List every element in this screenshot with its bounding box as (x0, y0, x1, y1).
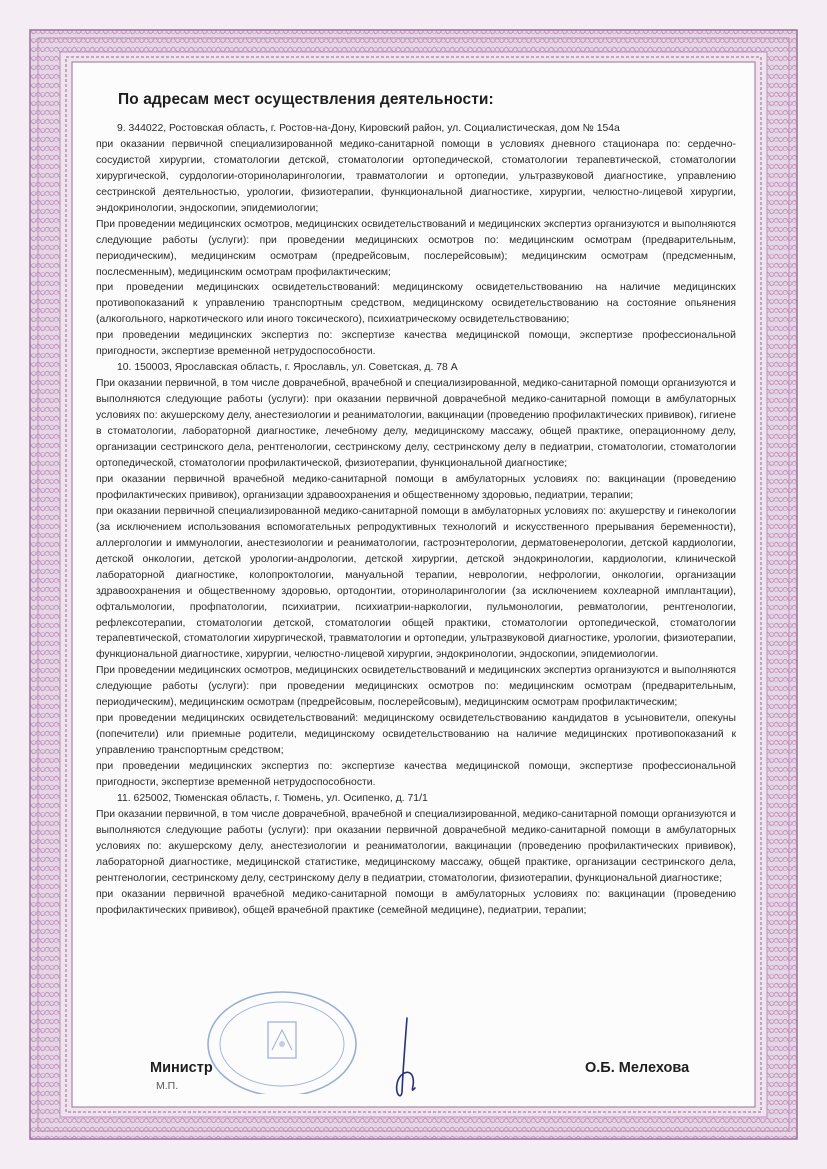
paragraph: при проведении медицинских экспертиз по: экспертизе качества медицинской помощи, экспертизе профессиональной пригодности, экспертизе временной нетрудоспособности. (96, 330, 736, 358)
address-line: 10. 150003, Ярославская область, г. Ярославль, ул. Советская, д. 78 А (117, 362, 458, 374)
address-line: 9. 344022, Ростовская область, г. Ростов-на-Дону, Кировский район, ул. Социалистическая, дом № 154а (117, 122, 620, 134)
paragraph-list (96, 121, 736, 919)
position-title: Министр (150, 1060, 213, 1076)
paragraph: При проведении медицинских осмотров, медицинских освидетельствований и медицинских экспертиз организуются и выполняются следующие работы (услуги): при проведении медицинских осмотров по: медицинским осмотрам (предварительным, периодическим), медицинским осмотрам (предрейсовым, послерейсовым); медицинским осмотрам (предсменным, послесменным), медицинским осмотрам профилактическим; (96, 218, 736, 278)
address-line: 11. 625002, Тюменская область, г. Тюмень, ул. Осипенко, д. 71/1 (117, 792, 428, 804)
official-seal-icon (202, 984, 362, 1094)
paragraph: при оказании первичной врачебной медико-санитарной помощи в амбулаторных условиях по: вакцинации (проведению профилактических прививок), общей врачебной практике (семейной медицине), педиатрии, терапии; (96, 888, 736, 916)
document-body (96, 92, 736, 919)
stamp-label: М.П. (156, 1080, 179, 1092)
paragraph: при проведении медицинских освидетельствований: медицинскому освидетельствованию кандидатов в усыновители, опекуны (попечители) или приемные родители, медицинскому освидетельствованию на наличие медицинских противопоказаний к управлению транспортным средством; (96, 713, 736, 757)
paragraph: при проведении медицинских освидетельствований: медицинскому освидетельствованию на наличие медицинских противопоказаний к управлению транспортным средством, медицинскому освидетельствованию на состояние опьянения (алкогольного, наркотического или иного токсического), психиатрическому освидетельствованию; (96, 282, 736, 326)
section-heading: По адресам мест осуществления деятельности: (118, 91, 494, 108)
signature-icon (385, 1014, 425, 1104)
paragraph: При оказании первичной, в том числе доврачебной, врачебной и специализированной, медико-санитарной помощи организуются и выполняются следующие работы (услуги): при оказании первичной доврачебной медико-санитарной помощи в амбулаторных условиях по: акушерскому делу, анестезиологии и реаниматологии, вакцинации (проведению профилактических прививок), гигиене в стоматологии, лабораторной диагностике, лечебному делу, медицинскому массажу, общей практике, операционному делу, организации сестринского дела, рентгенологии, сестринскому делу, сестринскому делу в педиатрии, стоматологии, стоматологии ортопедической, стоматологии профилактической, физиотерапии, функциональной диагностике; (96, 378, 736, 469)
signatory-name: О.Б. Мелехова (585, 1060, 690, 1076)
paragraph: При оказании первичной, в том числе доврачебной, врачебной и специализированной, медико-санитарной помощи организуются и выполняются следующие работы (услуги): при оказании первичной доврачебной медико-санитарной помощи в амбулаторных условиях по: акушерскому делу, анестезиологии и реаниматологии, вакцинации (проведению профилактических прививок), лабораторной диагностике, медицинской статистике, медицинскому массажу, общей практике, организации сестринского дела, рентгенологии, сестринскому делу, сестринскому делу в педиатрии, стоматологии, физиотерапии, функциональной диагностике; (96, 808, 736, 884)
paragraph: при оказании первичной специализированной медико-санитарной помощи в амбулаторных условиях по: акушерству и гинекологии (за исключением использования вспомогательных репродуктивных технологий и искусственного прерывания беременности), аллергологии и иммунологии, анестезиологии и реаниматологии, гастроэнтерологии, дерматовенерологии, детской кардиологии, детской онкологии, детской урологии-андрологии, детской хирургии, детской эндокринологии, кардиологии, клинической лабораторной диагностике, колопроктологии, мануальной терапии, неврологии, нефрологии, онкологии, организации здравоохранения и общественному здоровью, ортодонтии, оториноларингологии (за исключением кохлеарной имплантации), офтальмологии, профпатологии, психиатрии, психиатрии-наркологии, пульмонологии, ревматологии, рентгенологии, рефлексотерапии, стоматологии детской, стоматологии общей практики, стоматологии ортопедической, стоматологии терапевтической, стоматологии хирургической, травматологии и ортопедии, ультразвуковой диагностике, урологии, физиотерапии, функциональной диагностике, хирургии, челюстно-лицевой хирургии, эндокринологии, эндоскопии, эпидемиологии. (96, 505, 736, 661)
paragraph: при оказании первичной врачебной медико-санитарной помощи в амбулаторных условиях по: вакцинации (проведению профилактических прививок), организации здравоохранения и общественному здоровью, педиатрии, терапии; (96, 473, 736, 501)
paragraph: при проведении медицинских экспертиз по: экспертизе качества медицинской помощи, экспертизе профессиональной пригодности, экспертизе временной нетрудоспособности. (96, 761, 736, 789)
paragraph: При проведении медицинских осмотров, медицинских освидетельствований и медицинских экспертиз организуются и выполняются следующие работы (услуги): при проведении медицинских осмотров по: медицинским осмотрам (предварительным, периодическим), медицинским осмотрам (предрейсовым, послерейсовым), медицинским осмотрам профилактическим; (96, 665, 736, 709)
paragraph: при оказании первичной специализированной медико-санитарной помощи в условиях дневного стационара по: сердечно-сосудистой хирургии, стоматологии детской, стоматологии ортопедической, стоматологии терапевтической, стоматологии хирургической, сурдологии-оториноларингологии, травматологии и ортопедии, ультразвуковой диагностике, управлению сестринской деятельностью, урологии, физиотерапии, функциональной диагностике, хирургии, челюстно-лицевой хирургии, эндокринологии, эндоскопии, эпидемиологии; (96, 138, 736, 214)
